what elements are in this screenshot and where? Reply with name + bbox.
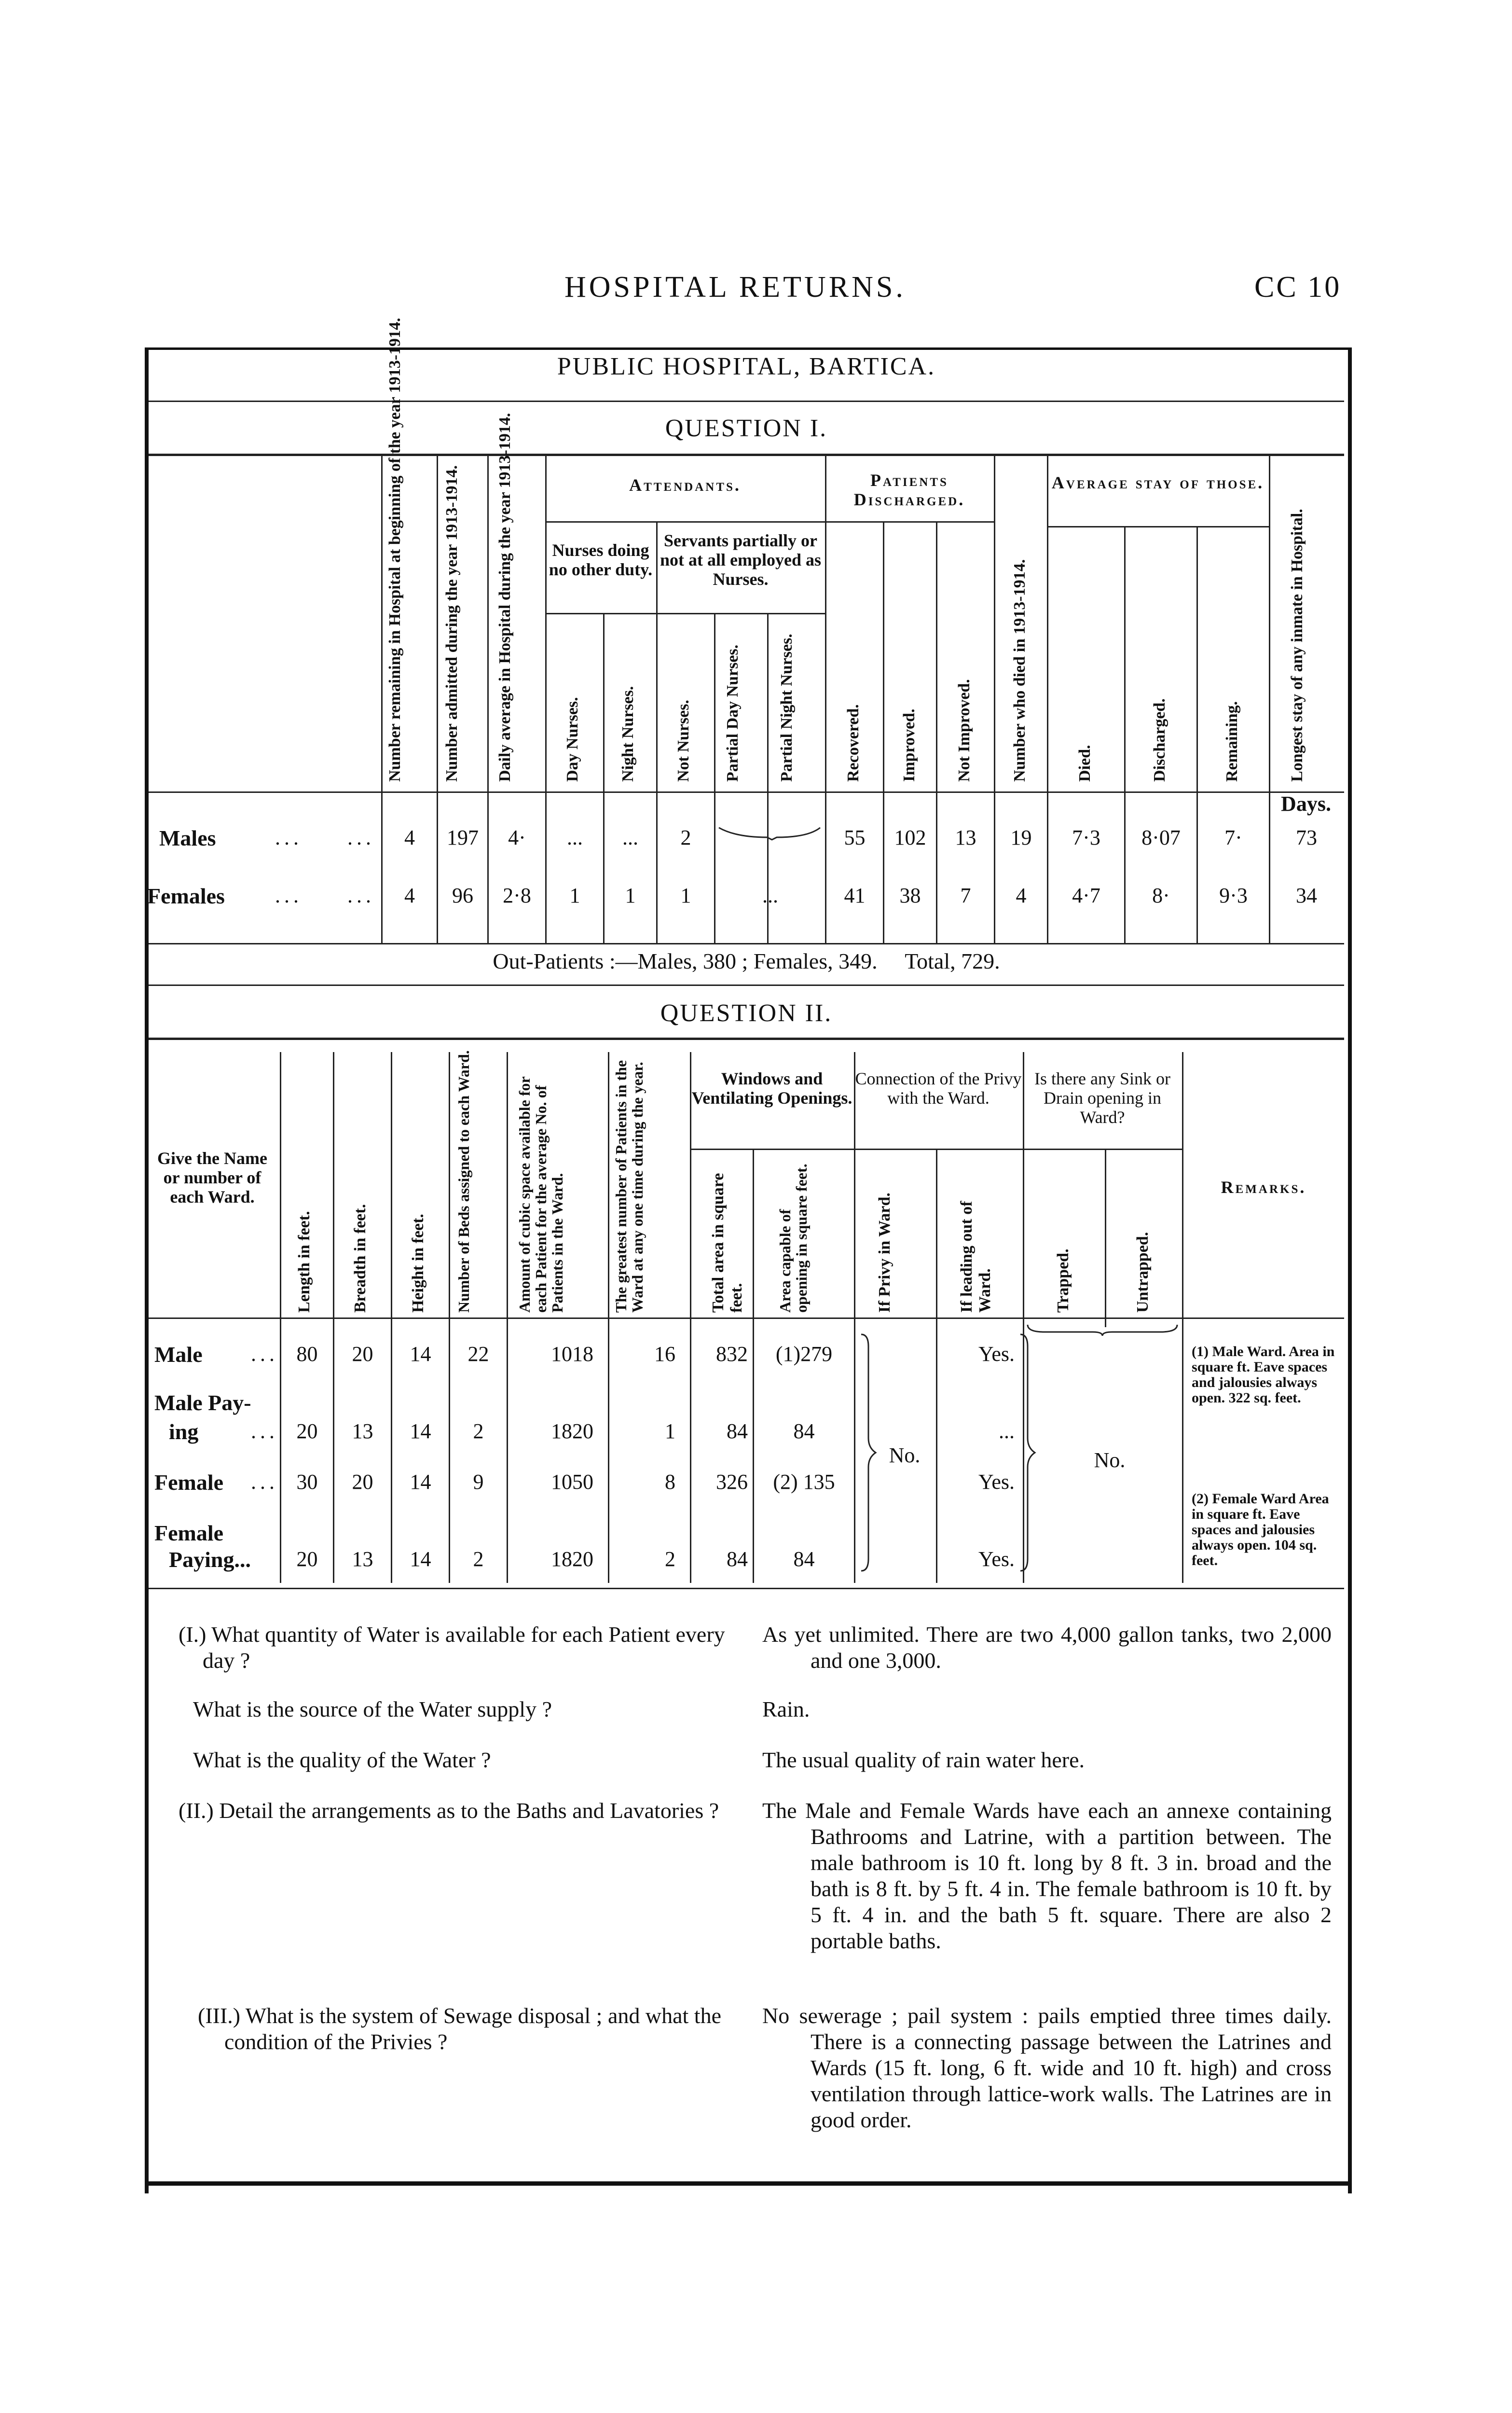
row-label: Males — [159, 826, 216, 850]
brace-mark — [859, 1332, 878, 1573]
question-text: (I.) What quantity of Water is available for each Patient every day ? — [179, 1622, 725, 1673]
cell-beds: 2 — [473, 1419, 484, 1443]
remark-note: (2) Female Ward Area in square ft. Eave spaces and jalousies always open. 104 sq. feet. — [1192, 1491, 1329, 1568]
brace-mark — [716, 823, 823, 842]
cell-discharged: 8·07 — [1141, 826, 1181, 849]
cell-partial: ... — [762, 884, 778, 907]
cell-daily-avg: 4· — [508, 826, 526, 849]
question-text: (II.) Detail the arrangements as to the Baths and Lavatories ? — [179, 1798, 719, 1823]
answer-text: No sewerage ; pail system : pails emptied three times daily. There is a connecting passage between the Latrines and Wards (15 ft. long, 6 ft. wide and 10 ft. high) and cross ventilation through lattice-work walls. The Latrines are in good order. — [762, 2003, 1332, 2132]
cell-greatest: 1 — [665, 1419, 675, 1443]
cell-died: 4·7 — [1072, 884, 1100, 907]
cell-remaining-stay: 9·3 — [1219, 884, 1248, 907]
cell-improved: 38 — [899, 884, 921, 907]
avg-stay-header: Average stay of those. — [1051, 473, 1265, 492]
leader-dots: ... — [251, 1470, 278, 1494]
cell-total-area: 832 — [716, 1342, 748, 1366]
cell-height: 14 — [410, 1342, 431, 1366]
cell-height: 14 — [410, 1419, 431, 1443]
sink-header: Is there any Sink or Drain opening in Ward? — [1034, 1069, 1170, 1127]
privy-in-value: No. — [889, 1443, 921, 1467]
answer-text: Rain. — [762, 1697, 810, 1721]
brace-mark — [1025, 1322, 1180, 1337]
cell-cubic: 1820 — [551, 1419, 593, 1443]
cell-not-improved: 7 — [960, 884, 971, 907]
cell-area-capable: (2) 135 — [773, 1470, 835, 1494]
col-header-partial-night: Partial Night Nurses. — [778, 634, 796, 782]
cell-leading-out: Yes. — [978, 1470, 1015, 1494]
cell-daily-avg: 2·8 — [503, 884, 531, 907]
cell-length: 20 — [296, 1547, 318, 1571]
cell-breadth: 20 — [352, 1342, 373, 1366]
divider — [149, 943, 1344, 944]
cell-not-improved: 13 — [955, 826, 976, 849]
question1-title: QUESTION I. — [665, 415, 828, 442]
page-number: CC 10 — [1254, 271, 1342, 304]
col-header-partial-day: Partial Day Nurses. — [724, 644, 742, 782]
cell-area-capable: 84 — [793, 1419, 815, 1443]
col-header-not-nurses: Not Nurses. — [674, 700, 692, 782]
ward-label-cont: ing — [169, 1419, 199, 1444]
answer-text: As yet unlimited. There are two 4,000 gallon tanks, two 2,000 and one 3,000. — [762, 1622, 1332, 1673]
leader-dots: ... — [347, 826, 375, 849]
cell-leading-out: Yes. — [978, 1547, 1015, 1571]
cell-day-nurses: ... — [567, 826, 583, 849]
question-text: What is the source of the Water supply ? — [193, 1697, 552, 1721]
cell-beds: 2 — [473, 1547, 484, 1571]
cell-remaining: 4 — [404, 884, 415, 907]
col-header-remaining-stay: Remaining. — [1223, 701, 1241, 782]
col-header-improved: Improved. — [900, 708, 918, 782]
cell-cubic: 1820 — [551, 1547, 593, 1571]
leader-dots: ... — [275, 826, 302, 849]
col-header-day-nurses: Day Nurses. — [564, 697, 581, 782]
cell-length: 30 — [296, 1470, 318, 1494]
cell-recovered: 41 — [844, 884, 866, 907]
cell-beds: 22 — [467, 1342, 489, 1366]
cell-length: 20 — [296, 1419, 318, 1443]
days-unit: Days. — [1281, 792, 1331, 816]
connection-header: Connection of the Privy with the Ward. — [855, 1069, 1022, 1108]
cell-cubic: 1050 — [551, 1470, 593, 1494]
windows-header: Windows and Ventilating Openings. — [691, 1069, 852, 1108]
cell-total-area: 84 — [727, 1419, 748, 1443]
divider — [149, 985, 1344, 986]
divider — [149, 1588, 1344, 1589]
cell-cubic: 1018 — [551, 1342, 593, 1366]
cell-leading-out: ... — [999, 1419, 1015, 1443]
cell-leading-out: Yes. — [978, 1342, 1015, 1366]
attendants-header: Attendants. — [629, 475, 741, 495]
table-frame-bottom — [145, 2181, 1348, 2186]
cell-height: 14 — [410, 1470, 431, 1494]
cell-total-area: 84 — [727, 1547, 748, 1571]
cell-not-nurses: 2 — [680, 826, 691, 849]
cell-night-nurses: 1 — [625, 884, 636, 907]
cell-admitted: 197 — [447, 826, 479, 849]
cell-not-nurses: 1 — [680, 884, 691, 907]
answer-text: The usual quality of rain water here. — [762, 1747, 1085, 1772]
col-header-longest: Longest stay of any inmate in Hospital. — [1288, 509, 1306, 782]
sink-value: No. — [1094, 1448, 1126, 1472]
cell-length: 80 — [296, 1342, 318, 1366]
ward-label: Female — [154, 1521, 224, 1545]
remarks-header: Remarks. — [1221, 1178, 1306, 1197]
col-header-greatest: The greatest number of Patients in the Ward at any one time during the year. — [612, 1060, 646, 1313]
col-header-cubic: Amount of cubic space available for each Patient for the average No. of Patients in the Ward. — [516, 1076, 566, 1313]
cell-breadth: 13 — [352, 1419, 373, 1443]
hospital-title: PUBLIC HOSPITAL, BARTICA. — [557, 353, 936, 380]
divider — [149, 1038, 1344, 1040]
col-header-leading-out: If leading out of Ward. — [958, 1201, 994, 1313]
out-patients-line: Out-Patients :—Males, 380 ; Females, 349. Total, 729. — [493, 949, 1000, 973]
nurses-group-header: Nurses doing no other duty. — [549, 541, 653, 579]
col-header-recovered: Recovered. — [844, 704, 862, 782]
col-header-privy-in: If Privy in Ward. — [876, 1193, 893, 1313]
col-header-ward-name: Give the Name or number of each Ward. — [157, 1149, 267, 1206]
brace-mark — [1018, 1332, 1037, 1573]
col-header-died-count: Number who died in 1913-1914. — [1011, 559, 1029, 782]
row-label: Females — [147, 884, 225, 908]
ward-label: Male — [154, 1342, 203, 1367]
question2-title: QUESTION II. — [660, 999, 833, 1027]
col-header-trapped: Trapped. — [1054, 1248, 1072, 1313]
col-header-breadth: Breadth in feet. — [351, 1204, 369, 1313]
cell-day-nurses: 1 — [569, 884, 580, 907]
divider — [149, 454, 1344, 456]
cell-improved: 102 — [894, 826, 926, 849]
col-header-died: Died. — [1076, 745, 1094, 782]
col-header-length: Length in feet. — [295, 1211, 313, 1313]
question-text: What is the quality of the Water ? — [193, 1747, 491, 1772]
cell-longest: 34 — [1296, 884, 1317, 907]
col-header-area-capable: Area capable of opening in square feet. — [776, 1164, 810, 1313]
leader-dots: ... — [251, 1342, 278, 1366]
leader-dots: ... — [251, 1419, 278, 1443]
cell-night-nurses: ... — [622, 826, 638, 849]
ward-label: Male Pay- — [154, 1390, 251, 1415]
cell-breadth: 13 — [352, 1547, 373, 1571]
cell-longest: 73 — [1296, 826, 1317, 849]
patients-discharged-header: Patients Discharged. — [853, 471, 965, 509]
col-header-total-area: Total area in square feet. — [709, 1173, 745, 1313]
cell-died-count: 19 — [1010, 826, 1032, 849]
cell-remaining: 4 — [404, 826, 415, 849]
cell-died: 7·3 — [1072, 826, 1100, 849]
ward-label-cont: Paying... — [169, 1547, 251, 1572]
col-header-night-nurses: Night Nurses. — [619, 686, 637, 782]
answer-text: The Male and Female Wards have each an annexe containing Bathrooms and Latrine, with a partition between. The male bathroom is 10 ft. long by 8 ft. 3 in. broad and the bath is 8 ft. by 5 ft. 4 in. The female bathroom is 10 ft. by 5 ft. 4 in. and the bath 5 ft. square. There are also 2 portable baths. — [762, 1798, 1332, 1953]
cell-greatest: 2 — [665, 1547, 675, 1571]
col-header-untrapped: Untrapped. — [1134, 1232, 1152, 1313]
cell-died-count: 4 — [1016, 884, 1027, 907]
cell-total-area: 326 — [716, 1470, 748, 1494]
col-header-remaining: Number remaining in Hospital at beginning of the year 1913-1914. — [386, 318, 404, 782]
divider — [149, 791, 1344, 793]
col-header-admitted: Number admitted during the year 1913-1914. — [443, 465, 461, 782]
divider — [149, 401, 1344, 402]
cell-greatest: 8 — [665, 1470, 675, 1494]
col-header-discharged: Discharged. — [1151, 698, 1168, 782]
cell-greatest: 16 — [654, 1342, 675, 1366]
remark-note: (1) Male Ward. Area in square ft. Eave spaces and jalousies always open. 322 sq. feet. — [1192, 1344, 1335, 1406]
cell-discharged: 8· — [1152, 884, 1170, 907]
ward-label: Female — [154, 1470, 224, 1495]
cell-admitted: 96 — [452, 884, 473, 907]
col-header-beds: Number of Beds assigned to each Ward. — [455, 1050, 472, 1313]
question-text: (III.) What is the system of Sewage disposal ; and what the condition of the Privies ? — [198, 2003, 721, 2054]
col-header-height: Height in feet. — [409, 1214, 427, 1313]
col-header-not-improved: Not Improved. — [955, 679, 973, 782]
cell-breadth: 20 — [352, 1470, 373, 1494]
cell-beds: 9 — [473, 1470, 484, 1494]
cell-height: 14 — [410, 1547, 431, 1571]
cell-area-capable: 84 — [793, 1547, 815, 1571]
cell-recovered: 55 — [844, 826, 866, 849]
cell-remaining-stay: 7· — [1224, 826, 1242, 849]
running-title: HOSPITAL RETURNS. — [564, 271, 906, 304]
col-header-daily-avg: Daily average in Hospital during the year 1913-1914. — [496, 413, 514, 782]
leader-dots: ... — [347, 884, 375, 907]
servants-group-header: Servants partially or not at all employed as Nurses. — [660, 531, 821, 589]
cell-area-capable: (1)279 — [775, 1342, 833, 1366]
leader-dots: ... — [275, 884, 302, 907]
